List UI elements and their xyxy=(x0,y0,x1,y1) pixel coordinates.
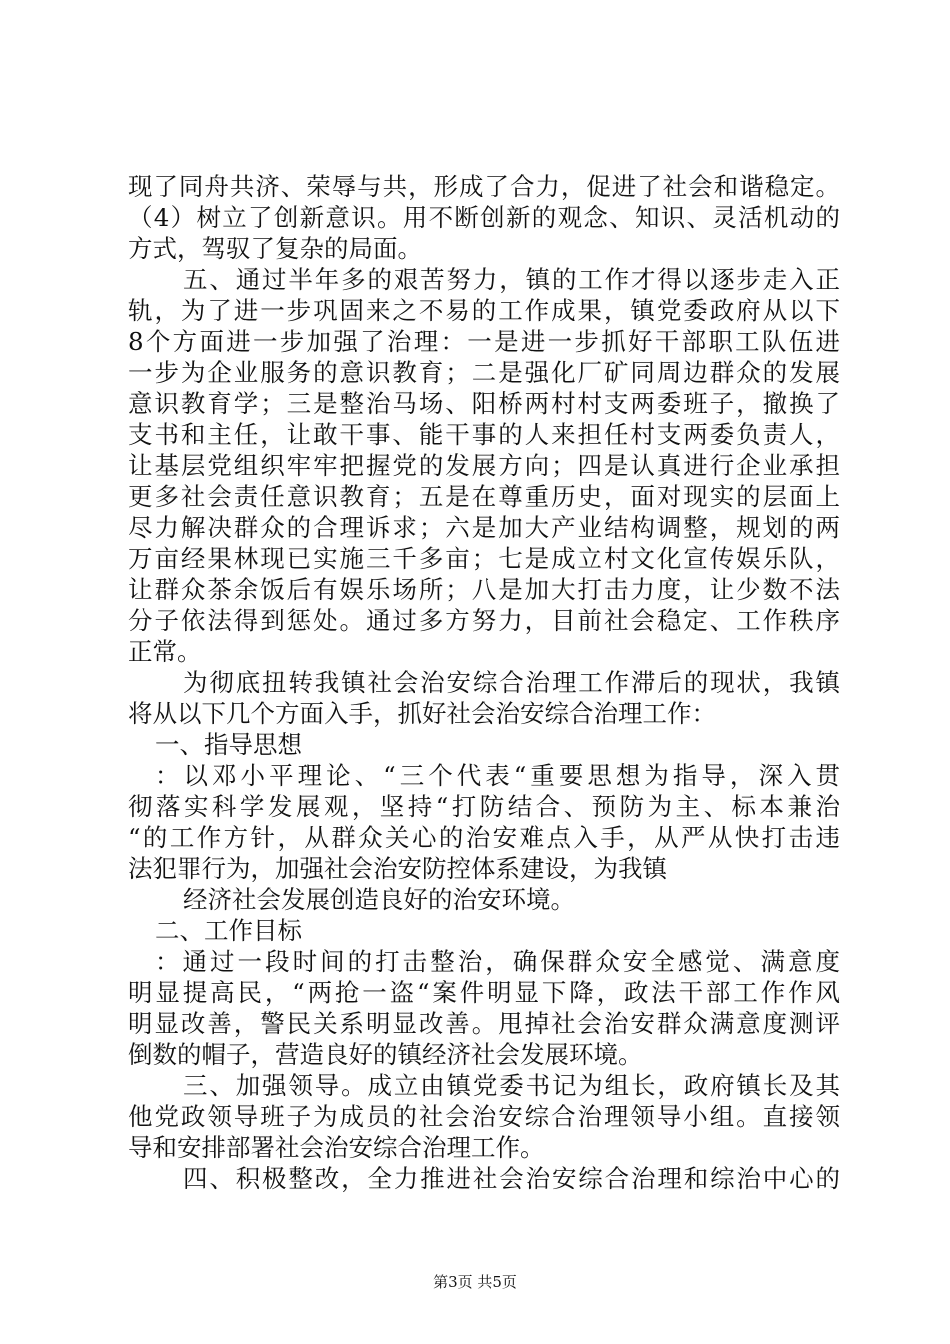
text-line: 轨，为了进一步巩固来之不易的工作成果，镇党委政府从以下 xyxy=(128,296,840,325)
text-line: 现了同舟共济、荣辱与共，形成了合力，促进了社会和谐稳定。 xyxy=(128,172,840,201)
text-line: 正常。 xyxy=(128,637,202,666)
text-line: 一步为企业服务的意识教育；二是强化厂矿同周边群众的发展 xyxy=(128,358,840,387)
text-line: 他党政领导班子为成员的社会治安综合治理领导小组。直接领 xyxy=(128,1102,840,1131)
text-line: 更多社会责任意识教育；五是在尊重历史，面对现实的层面上 xyxy=(128,482,840,511)
text-line: 明显改善，警民关系明显改善。甩掉社会治安群众满意度测评 xyxy=(128,1009,840,1038)
text-line: 为彻底扭转我镇社会治安综合治理工作滞后的现状，我镇 xyxy=(183,668,840,697)
document-body xyxy=(128,171,840,1194)
text-line: 五、通过半年多的艰苦努力，镇的工作才得以逐步走入正 xyxy=(183,265,840,294)
text-line: 三、加强领导。成立由镇党委书记为组长，政府镇长及其 xyxy=(183,1071,840,1100)
text-line: 导和安排部署社会治安综合治理工作。 xyxy=(128,1133,545,1162)
text-line: 让群众茶余饭后有娱乐场所；八是加大打击力度，让少数不法 xyxy=(128,575,840,604)
text-line: 彻落实科学发展观，坚持“打防结合、预防为主、标本兼治 xyxy=(128,792,840,821)
text-line: 倒数的帽子，营造良好的镇经济社会发展环境。 xyxy=(128,1040,643,1069)
text-line: 一、指导思想 xyxy=(155,730,302,759)
page-footer: 第3页 共5页 xyxy=(433,1273,517,1291)
text-line: ：通过一段时间的打击整治，确保群众安全感觉、满意度 xyxy=(155,947,840,976)
text-line: 二、工作目标 xyxy=(155,916,302,945)
text-line: “的工作方针，从群众关心的治安难点入手，从严从快打击违 xyxy=(128,823,840,852)
text-line: 尽力解决群众的合理诉求；六是加大产业结构调整，规划的两 xyxy=(128,513,840,542)
text-line: 明显提高民，“两抢一盗“案件明显下降，政法干部工作作风 xyxy=(128,978,840,1007)
text-line: （4）树立了创新意识。用不断创新的观念、知识、灵活机动的 xyxy=(128,203,840,232)
text-line: 方式，驾驭了复杂的局面。 xyxy=(128,234,422,263)
text-line: 四、积极整改，全力推进社会治安综合治理和综治中心的 xyxy=(183,1164,840,1193)
text-line: 分子依法得到惩处。通过多方努力，目前社会稳定、工作秩序 xyxy=(128,606,840,635)
text-line: 支书和主任，让敢干事、能干事的人来担任村支两委负责人， xyxy=(128,420,840,449)
text-line: ：以邓小平理论、“三个代表“重要思想为指导，深入贯 xyxy=(155,761,840,790)
text-line: 将从以下几个方面入手，抓好社会治安综合治理工作： xyxy=(128,699,716,728)
text-line: 法犯罪行为，加强社会治安防控体系建设，为我镇 xyxy=(128,854,667,883)
text-line: 意识教育学；三是整治马场、阳桥两村村支两委班子，撤换了 xyxy=(128,389,840,418)
text-line: 8个方面进一步加强了治理：一是进一步抓好干部职工队伍进 xyxy=(128,327,840,356)
text-line: 让基层党组织牢牢把握党的发展方向；四是认真进行企业承担 xyxy=(128,451,840,480)
text-line: 万亩经果林现已实施三千多亩；七是成立村文化宣传娱乐队， xyxy=(128,544,840,573)
text-line: 经济社会发展创造良好的治安环境。 xyxy=(183,885,575,914)
